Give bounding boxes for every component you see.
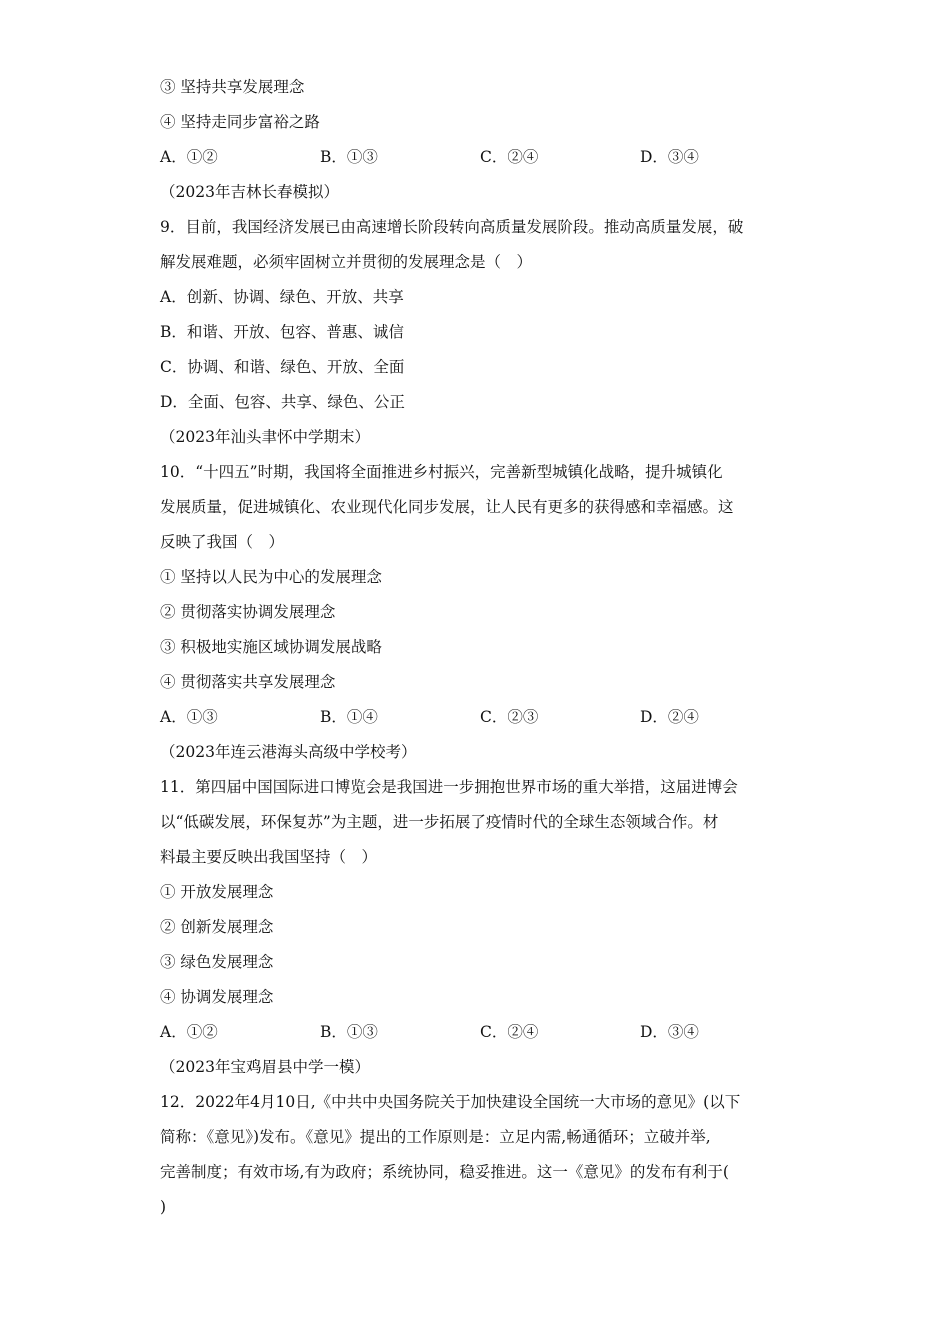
q10-stem: [160, 455, 792, 560]
exam-page: [160, 70, 800, 1225]
q8-answer-c[interactable]: C．②④: [480, 148, 539, 166]
q11-item-2: ② 创新发展理念: [160, 918, 274, 936]
q11-source: （2023年连云港海头高级中学校考）: [160, 743, 417, 761]
q10-answer-row: [160, 700, 800, 735]
q11-answer-a[interactable]: A．①②: [160, 1023, 218, 1041]
q8-answer-a[interactable]: A．①②: [160, 148, 218, 166]
q11-stem-line: 11．第四届中国国际进口博览会是我国进一步拥抱世界市场的重大举措，这届进博会: [160, 778, 738, 796]
q10-answer-b[interactable]: B．①④: [320, 708, 378, 726]
q11-item-3: ③ 绿色发展理念: [160, 953, 274, 971]
q11-stem-line: 料最主要反映出我国坚持（ ）: [160, 848, 378, 866]
q9-stem: [160, 210, 792, 280]
q10-answer-d[interactable]: D．②④: [640, 708, 699, 726]
q8-item-3: ③ 坚持共享发展理念: [160, 78, 305, 96]
q12-stem-line: 完善制度；有效市场,有为政府；系统协同，稳妥推进。这一《意见》的发布有利于(: [160, 1163, 729, 1181]
q11-item-1: ① 开放发展理念: [160, 883, 274, 901]
q10-source: （2023年汕头聿怀中学期末）: [160, 428, 370, 446]
q10-stem-line: 反映了我国（ ）: [160, 533, 285, 551]
q11-stem-line: 以“低碳发展，环保复苏”为主题，进一步拓展了疫情时代的全球生态领域合作。材: [160, 813, 719, 831]
q12-stem-line: 12．2022年4月10日,《中共中央国务院关于加快建设全国统一大市场的意见》(以下: [160, 1093, 741, 1111]
q10-stem-line: 发展质量，促进城镇化、农业现代化同步发展，让人民有更多的获得感和幸福感。这: [160, 498, 734, 516]
q12-stem-line: 简称：《意见》)发布。《意见》提出的工作原则是：立足内需,畅通循环；立破并举,: [160, 1128, 711, 1146]
q9-option-c[interactable]: C．协调、和谐、绿色、开放、全面: [160, 358, 405, 376]
q10-item-3: ③ 积极地实施区域协调发展战略: [160, 638, 382, 656]
q11-answer-c[interactable]: C．②④: [480, 1023, 539, 1041]
q12-stem-line: ): [160, 1198, 167, 1216]
q10-item-1: ① 坚持以人民为中心的发展理念: [160, 568, 382, 586]
q9-stem-line: 解发展难题，必须牢固树立并贯彻的发展理念是（ ）: [160, 253, 533, 271]
q9-stem-line: 9．目前，我国经济发展已由高速增长阶段转向高质量发展阶段。推动高质量发展，破: [160, 218, 744, 236]
q9-source: （2023年吉林长春模拟）: [160, 183, 339, 201]
q11-answer-b[interactable]: B．①③: [320, 1023, 378, 1041]
q8-answer-d[interactable]: D．③④: [640, 148, 699, 166]
q10-answer-c[interactable]: C．②③: [480, 708, 539, 726]
q9-option-b[interactable]: B．和谐、开放、包容、普惠、诚信: [160, 323, 404, 341]
q12-stem: [160, 1085, 792, 1225]
q11-stem: [160, 770, 792, 875]
q11-answer-d[interactable]: D．③④: [640, 1023, 699, 1041]
q10-item-2: ② 贯彻落实协调发展理念: [160, 603, 336, 621]
q11-answer-row: [160, 1015, 800, 1050]
q8-answer-b[interactable]: B．①③: [320, 148, 378, 166]
q10-answer-a[interactable]: A．①③: [160, 708, 218, 726]
q10-item-4: ④ 贯彻落实共享发展理念: [160, 673, 336, 691]
q12-source: （2023年宝鸡眉县中学一模）: [160, 1058, 370, 1076]
q8-answer-row: [160, 140, 800, 175]
q8-item-4: ④ 坚持走同步富裕之路: [160, 113, 320, 131]
q9-option-a[interactable]: A．创新、协调、绿色、开放、共享: [160, 288, 404, 306]
q9-option-d[interactable]: D．全面、包容、共享、绿色、公正: [160, 393, 405, 411]
q10-stem-line: 10．“十四五”时期，我国将全面推进乡村振兴，完善新型城镇化战略，提升城镇化: [160, 463, 723, 481]
q11-item-4: ④ 协调发展理念: [160, 988, 274, 1006]
